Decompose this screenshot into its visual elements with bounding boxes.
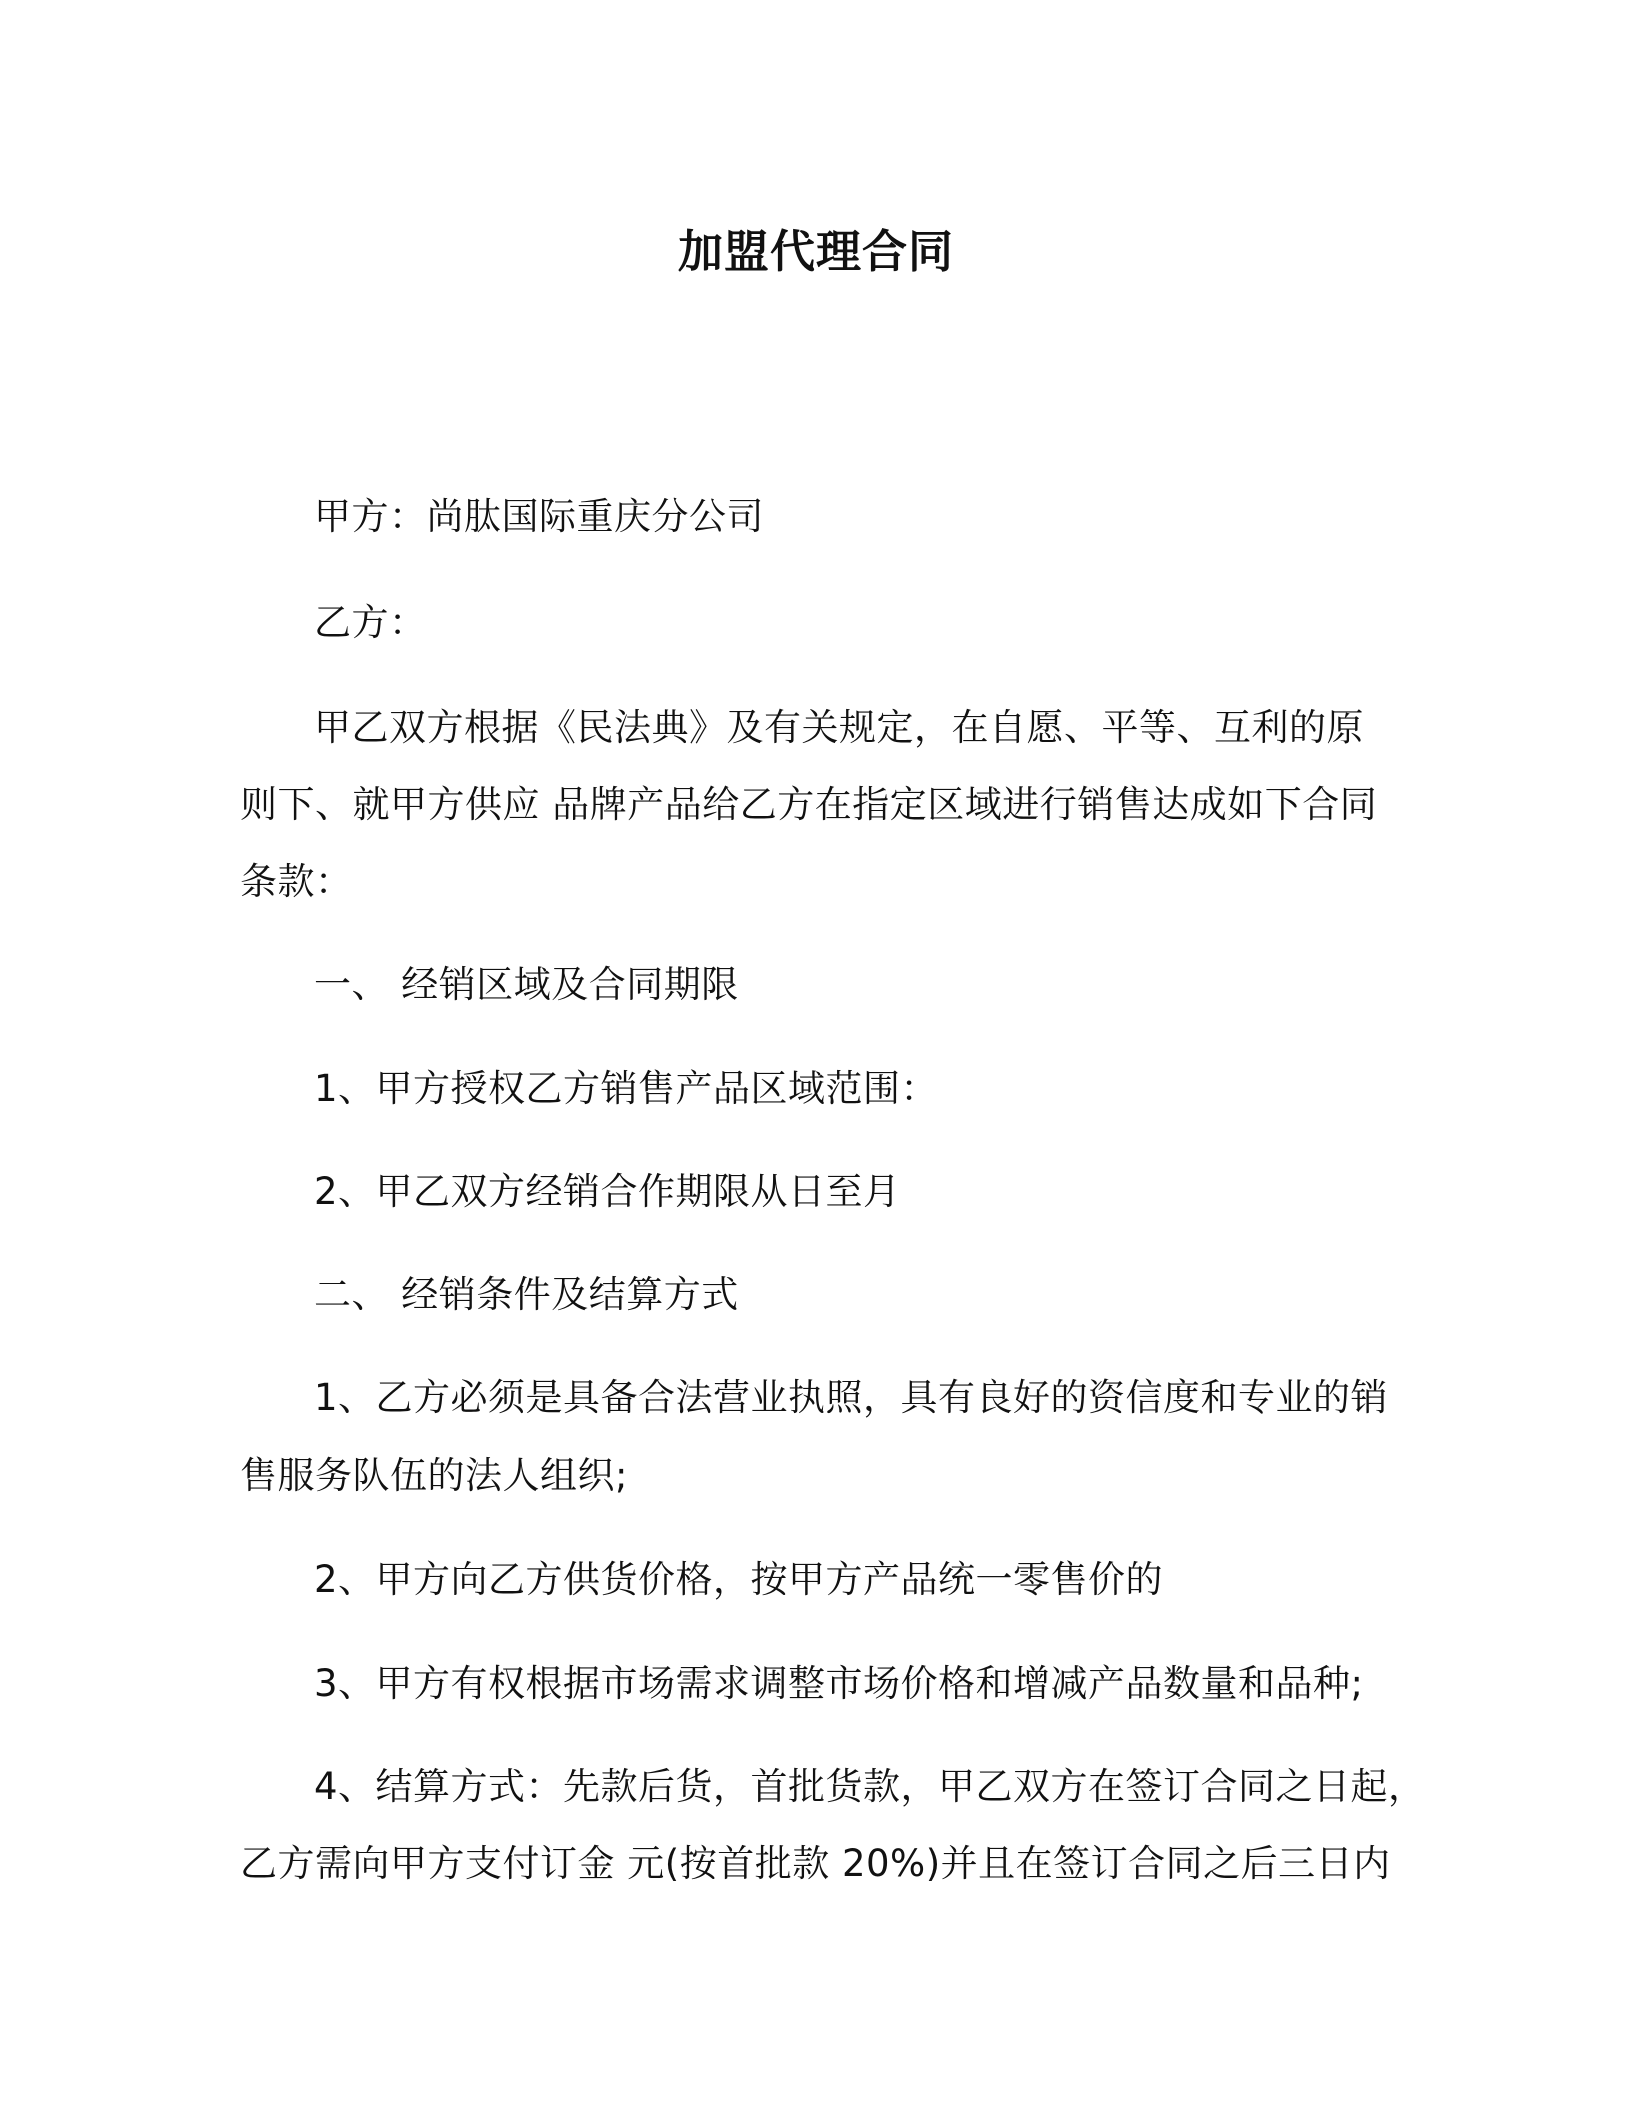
party-b-line: 乙方： <box>314 601 427 644</box>
party-a-line: 甲方：尚肽国际重庆分公司 <box>314 495 764 538</box>
section-2-item-2: 2、甲方向乙方供货价格，按甲方产品统一零售价的 <box>314 1558 1164 1601</box>
section-1-heading: 一、 经销区域及合同期限 <box>314 963 739 1006</box>
intro-line-1: 甲乙双方根据《民法典》及有关规定，在自愿、平等、互利的原 <box>314 706 1364 749</box>
section-2-item-4-line-2: 乙方需向甲方支付订金 元(按首批款 20%)并且在签订合同之后三日内 <box>240 1842 1391 1885</box>
section-2-item-1-line-2: 售服务队伍的法人组织; <box>240 1454 628 1497</box>
document-title: 加盟代理合同 <box>677 225 954 278</box>
section-2-item-4-line-1: 4、结算方式：先款后货，首批货款，甲乙双方在签订合同之日起， <box>314 1765 1426 1808</box>
section-1-item-2: 2、甲乙双方经销合作期限从日至月 <box>314 1170 901 1213</box>
section-2-item-3: 3、甲方有权根据市场需求调整市场价格和增减产品数量和品种; <box>314 1662 1364 1705</box>
section-2-item-1-line-1: 1、乙方必须是具备合法营业执照，具有良好的资信度和专业的销 <box>314 1376 1389 1419</box>
intro-line-3: 条款： <box>240 860 353 903</box>
section-1-item-1: 1、甲方授权乙方销售产品区域范围： <box>314 1067 939 1110</box>
intro-line-2: 则下、就甲方供应 品牌产品给乙方在指定区域进行销售达成如下合同 <box>240 783 1378 826</box>
section-2-heading: 二、 经销条件及结算方式 <box>314 1273 739 1316</box>
